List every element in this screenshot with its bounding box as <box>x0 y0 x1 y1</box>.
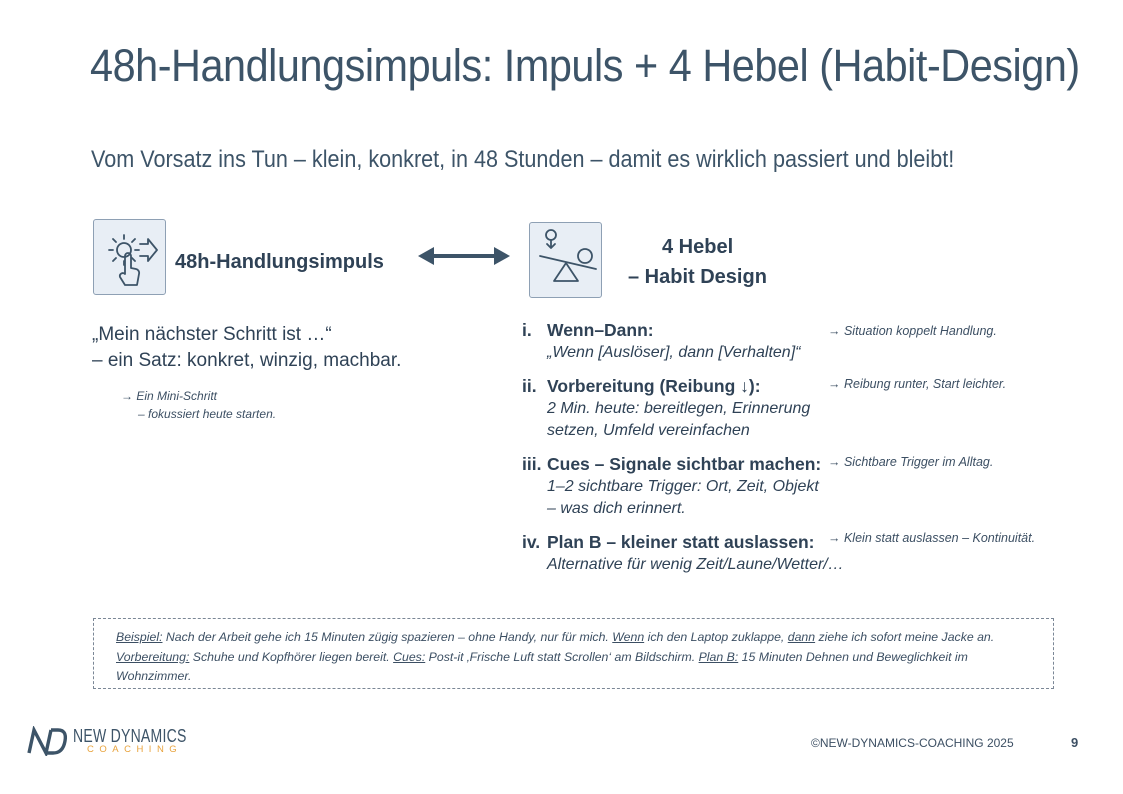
lever-number: ii. <box>522 376 537 396</box>
example-label-vorbereitung: Vorbereitung: <box>116 649 190 664</box>
page-title: 48h-Handlungsimpuls: Impuls + 4 Hebel (Habit-Design) <box>90 40 1080 91</box>
example-label-wenn: Wenn <box>612 630 645 644</box>
logo-name: NEW DYNAMICS <box>73 726 187 746</box>
page-subtitle: Vom Vorsatz ins Tun – klein, konkret, in 48 Stunden – damit es wirklich passiert und bleibt! <box>91 146 955 173</box>
lever-description <box>547 476 819 520</box>
lever-number: iv. <box>522 532 541 552</box>
example-text-part: Schuhe und Kopfhörer liegen bereit. <box>189 649 394 664</box>
lever-note-2: → Reibung runter, Start leichter. <box>828 377 1007 391</box>
double-arrow-icon <box>418 244 510 268</box>
lever-number: i. <box>522 320 532 340</box>
next-step-quote <box>92 322 401 374</box>
lever-description-line: – was dich erinnert. <box>547 500 686 517</box>
lever-description <box>547 342 800 364</box>
example-text-part: ziehe ich sofort meine Jacke an. <box>815 630 995 644</box>
example-label: Beispiel: <box>116 630 163 644</box>
lever-title: Wenn–Dann: <box>547 320 654 340</box>
hand-gear-arrow-icon <box>94 220 165 294</box>
company-logo <box>25 726 195 758</box>
copyright-footer: ©NEW-DYNAMICS-COACHING 2025 <box>811 736 1014 750</box>
lever-description-line: setzen, Umfeld vereinfachen <box>547 422 750 439</box>
lever-note-1: → Situation koppelt Handlung. <box>828 324 997 338</box>
lever-description-line: 2 Min. heute: bereitlegen, Erinnerung <box>547 400 811 417</box>
logo-subname: COACHING <box>87 744 183 755</box>
habit-heading-line1: 4 Hebel <box>662 236 734 258</box>
lever-title: Vorbereitung (Reibung ↓): <box>547 376 761 396</box>
lever-note-4: → Klein statt auslassen – Kontinuität. <box>828 531 1036 545</box>
example-text-part: Nach der Arbeit gehe ich 15 Minuten zügig spazieren – ohne Handy, nur für mich. <box>162 630 613 644</box>
example-text-part: Post-it ‚Frische Luft statt Scrollen‘ am Bildschirm. <box>425 649 699 664</box>
lever-description-line: 1–2 sichtbare Trigger: Ort, Zeit, Objekt <box>547 478 819 495</box>
example-box <box>93 618 1054 689</box>
nd-logo-mark <box>25 726 71 756</box>
impulse-heading: 48h-Handlungsimpuls <box>175 251 384 273</box>
page-number: 9 <box>1071 735 1079 750</box>
example-text-part: ich den Laptop zuklappe, <box>644 630 788 644</box>
mini-step-note <box>121 387 276 423</box>
habit-icon-box <box>529 222 602 298</box>
lever-title: Plan B – kleiner statt auslassen: <box>547 532 815 552</box>
lever-description <box>547 554 844 576</box>
lever-number: iii. <box>522 454 542 474</box>
habit-heading-line2: – Habit Design <box>628 266 767 288</box>
impulse-icon-box <box>93 219 166 295</box>
example-label-cues: Cues: <box>393 649 426 664</box>
quote-line: – ein Satz: konkret, winzig, machbar. <box>92 350 402 371</box>
note-line: – fokussiert heute starten. <box>138 407 277 421</box>
example-text-part: 15 Minuten Dehnen und Beweglichkeit im Wohnzimmer. <box>116 649 968 683</box>
example-label-planb: Plan B: <box>698 649 739 664</box>
lever-description-line: Alternative für wenig Zeit/Laune/Wetter/… <box>547 556 844 573</box>
example-label-dann: dann <box>787 630 816 644</box>
lever-description-line: „Wenn [Auslöser], dann [Verhalten]“ <box>547 344 801 361</box>
note-line: → Ein Mini-Schritt <box>121 389 218 403</box>
lever-title: Cues – Signale sichtbar machen: <box>547 454 822 474</box>
quote-line: „Mein nächster Schritt ist …“ <box>92 324 332 345</box>
seesaw-balance-icon <box>530 223 601 297</box>
lever-note-3: → Sichtbare Trigger im Alltag. <box>828 455 994 469</box>
example-text <box>116 628 1026 687</box>
lever-description <box>547 398 810 442</box>
